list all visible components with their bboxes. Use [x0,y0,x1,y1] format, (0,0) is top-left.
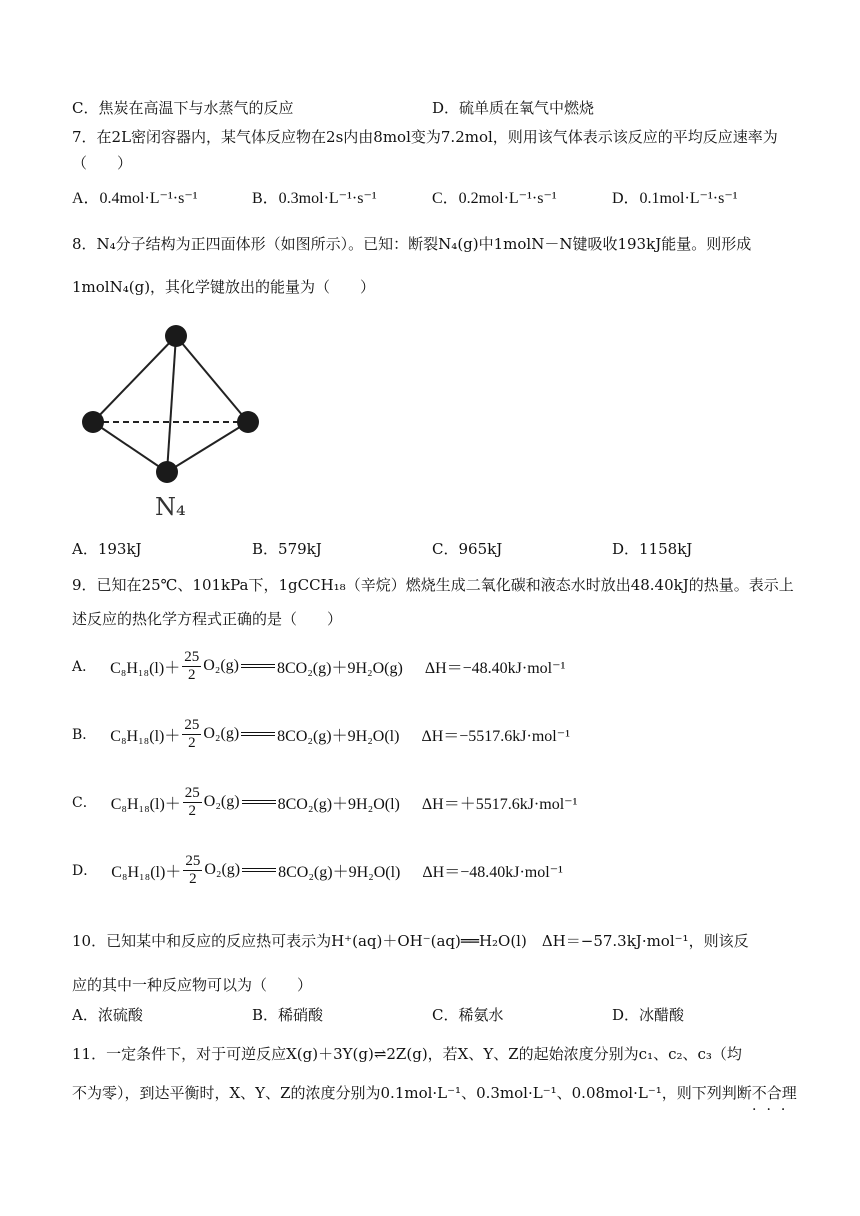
reactant-octane: C₈H₁₈(l)＋ [110,727,181,745]
q7-option-c: C．0.2mol·L⁻¹·s⁻¹ [432,190,557,207]
reaction-equals-sign [241,732,275,736]
bond-top-bottom [167,336,176,472]
q9-option-c-equation [72,780,577,824]
reactant-octane: C₈H₁₈(l)＋ [111,863,182,881]
bond-left-bottom [93,422,167,472]
coefficient-fraction: $\frac{25}{2}$ [184,716,200,751]
products: 8CO₂(g)＋9H₂O(l) [277,727,400,745]
products: 8CO₂(g)＋9H₂O(g) [277,659,403,677]
q9-option-d-equation [72,848,563,892]
q11-stem-line2: 不为零），到达平衡时，X、Y、Z的浓度分别为0.1mol·L⁻¹、0.3mol·L⁻¹、0.08mol·L⁻¹，则下列判断不合理 [72,1084,797,1102]
q6-option-d: D．硫单质在氧气中燃烧 [432,99,595,117]
q9-stem-line1: 9．已知在25℃、101kPa下，1gCCH₁₈（辛烷）燃烧生成二氧化碳和液态水时放出48.40kJ的热量。表示上 [72,576,794,594]
q9-option-label: D． [72,863,98,879]
atom-top [165,325,187,347]
coefficient-fraction: $\frac{25}{2}$ [184,648,200,683]
reactant-oxygen: O₂(g) [204,861,241,878]
reactant-octane: C₈H₁₈(l)＋ [110,659,181,677]
enthalpy-change: ΔH＝−5517.6kJ·mol⁻¹ [421,727,570,745]
reactant-oxygen: O₂(g) [203,657,239,674]
reactant-octane: C₈H₁₈(l)＋ [110,795,181,813]
coefficient-fraction: $\frac{25}{2}$ [184,784,200,819]
bond-right-bottom [167,422,248,472]
reactant-oxygen: O₂(g) [203,725,240,742]
q10-option-d: D．冰醋酸 [612,1006,685,1024]
q9-stem-line2: 述反应的热化学方程式正确的是（ ） [72,610,343,628]
q7-stem-line1: 7．在2L密闭容器内，某气体反应物在2s内由8mol变为7.2mol，则用该气体表示该反应的平均反应速率为 [72,128,778,146]
q10-option-b: B．稀硝酸 [252,1006,324,1024]
q9-option-label: C． [72,795,97,811]
reaction-equals-sign [241,664,275,668]
atom-right [237,411,259,433]
q8-option-c: C．965kJ [432,540,503,558]
q8-option-b: B．579kJ [252,540,322,558]
q11-stem-line1: 11．一定条件下，对于可逆反应X(g)＋3Y(g)⇌2Z(g)，若X、Y、Z的起始浓度分别为c₁、c₂、c₃（均 [72,1045,742,1063]
bond-top-left [93,336,176,422]
atom-left [82,411,104,433]
reaction-equals-sign [242,868,276,872]
bond-top-right [176,336,248,422]
emphasis-dots: ··· [752,1102,796,1118]
products: 8CO₂(g)＋9H₂O(l) [278,863,401,881]
q7-stem-line2: （ ） [72,154,133,172]
atom-bottom [156,461,178,483]
q10-stem-line1: 10．已知某中和反应的反应热可表示为H⁺(aq)＋OH⁻(aq)══H₂O(l) ΔH＝−57.3kJ·mol⁻¹，则该反 [72,932,749,950]
q8-stem-line1: 8．N₄分子结构为正四面体形（如图所示）。已知：断裂N₄(g)中1molN－N键吸收193kJ能量。则形成 [72,235,752,253]
products: 8CO₂(g)＋9H₂O(l) [277,795,400,813]
q7-option-b: B．0.3mol·L⁻¹·s⁻¹ [252,190,377,207]
q6-option-c: C．焦炭在高温下与水蒸气的反应 [72,99,294,117]
q10-option-a: A．浓硫酸 [72,1006,143,1024]
enthalpy-change: ΔH＝−48.40kJ·mol⁻¹ [422,863,563,881]
enthalpy-change: ΔH＝＋5517.6kJ·mol⁻¹ [421,795,578,813]
q10-option-c: C．稀氨水 [432,1006,504,1024]
n4-figure-label: N₄ [155,493,186,521]
q9-option-label: A． [72,659,97,675]
enthalpy-change: ΔH＝−48.40kJ·mol⁻¹ [424,659,566,677]
q8-stem-line2: 1molN₄(g)，其化学键放出的能量为（ ） [72,278,376,296]
q7-option-a: A．0.4mol·L⁻¹·s⁻¹ [72,190,198,207]
q9-option-a-equation [72,644,565,688]
coefficient-fraction: $\frac{25}{2}$ [185,852,201,887]
q8-option-d: D．1158kJ [612,540,693,558]
q10-stem-line2: 应的其中一种反应物可以为（ ） [72,976,313,994]
q9-option-b-equation [72,712,570,756]
q7-option-d: D．0.1mol·L⁻¹·s⁻¹ [612,190,738,207]
reactant-oxygen: O₂(g) [203,793,240,810]
reaction-equals-sign [242,800,276,804]
q9-option-label: B． [72,727,97,743]
q8-option-a: A．193kJ [72,540,142,558]
